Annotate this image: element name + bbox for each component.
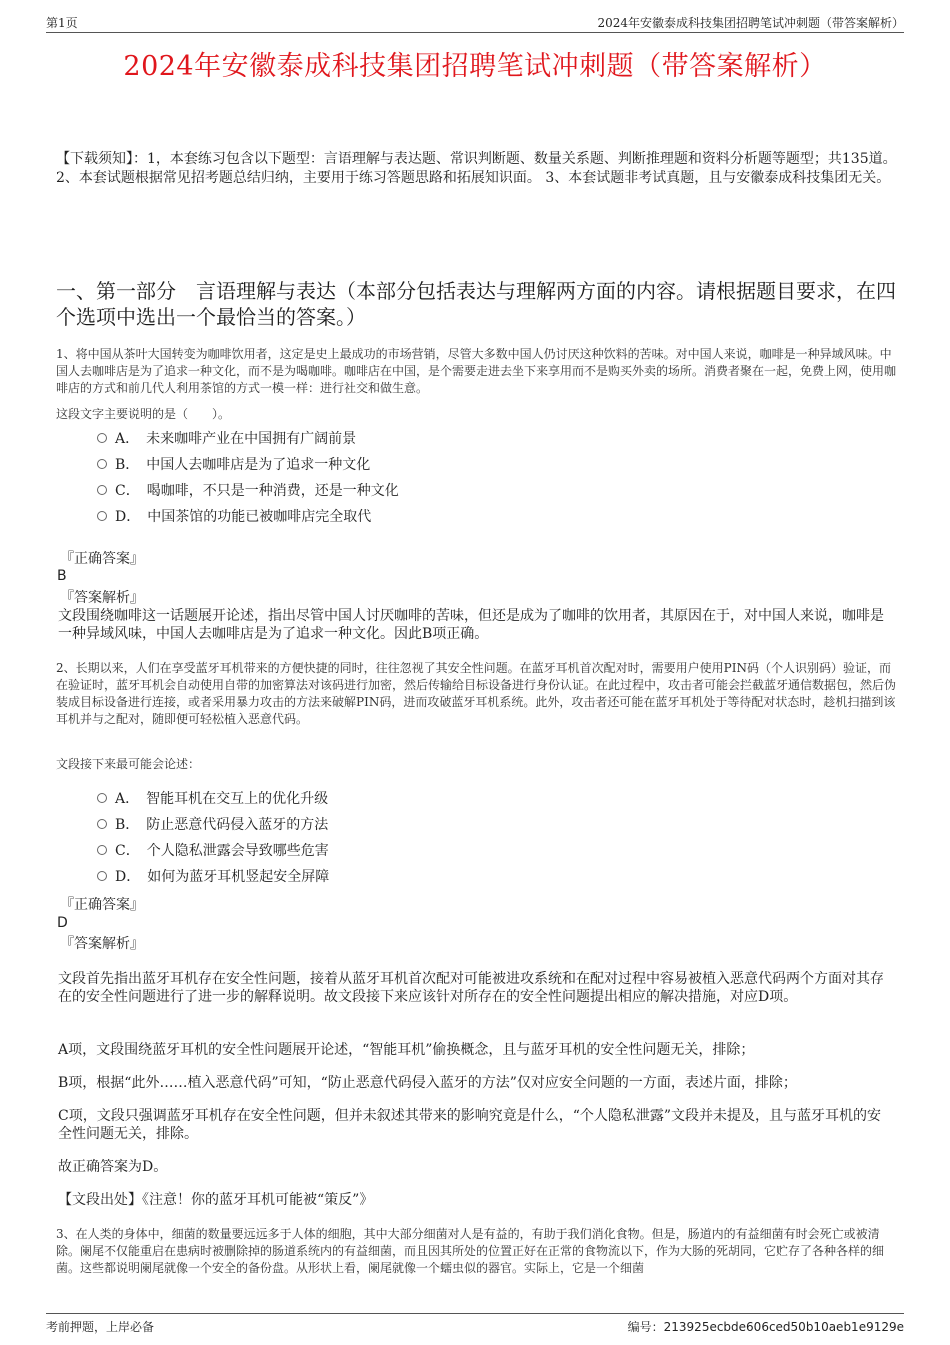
q1-answer: B <box>57 568 67 584</box>
option-label: B． 防止恶意代码侵入蓝牙的方法 <box>115 817 329 833</box>
q1-option-b[interactable] <box>97 456 370 474</box>
radio-icon[interactable] <box>97 433 107 443</box>
page-footer <box>46 1313 904 1336</box>
q1-stem: 1、将中国从茶叶大国转变为咖啡饮用者，这定是史上最成功的市场营销，尽管大多数中国人仍讨厌这种饮料的苦味。对中国人来说，咖啡是一种异域风味。中国人去咖啡店是为了追求一种文化，而不是为喝咖啡。咖啡店在中国，是个需要走进去坐下来享用而不是购买外卖的场所。消费者聚在一起，免费上网，使用咖啡店的方式和前几代人利用茶馆的方式一模一样：进行社交和做生意。 <box>56 347 897 395</box>
download-notice: 【下载须知】：1，本套练习包含以下题型：言语理解与表达题、常识判断题、数量关系题、判断推理题和资料分析题等题型；共135道。 2、本套试题根据常见招考题总结归纳，主要用于练习答题思路和拓展知识面。 3、本套试题非考试真题，且与安徽泰成科技集团无关。 <box>56 151 897 186</box>
radio-icon[interactable] <box>97 459 107 469</box>
page-header <box>46 12 904 33</box>
q2-analysis-label: 『答案解析』 <box>60 936 144 952</box>
radio-icon[interactable] <box>97 511 107 521</box>
radio-icon[interactable] <box>97 485 107 495</box>
option-label: A． 未来咖啡产业在中国拥有广阔前景 <box>115 431 357 447</box>
q2-option-c[interactable] <box>97 842 329 860</box>
page-number: 第1页 <box>46 16 78 30</box>
q2-option-a[interactable] <box>97 790 328 808</box>
radio-icon[interactable] <box>97 845 107 855</box>
q1-option-d[interactable] <box>97 508 371 526</box>
q1-option-a[interactable] <box>97 430 356 448</box>
radio-icon[interactable] <box>97 871 107 881</box>
q2-note-b: B项，根据“此外……植入恶意代码”可知，“防止恶意代码侵入蓝牙的方法”仅对应安全问题的一方面，表述片面，排除； <box>58 1075 797 1091</box>
header-doc-title: 2024年安徽泰成科技集团招聘笔试冲刺题（带答案解析） <box>597 16 904 30</box>
option-label: C． 喝咖啡，不只是一种消费，还是一种文化 <box>115 483 399 499</box>
q2-conclusion: 故正确答案为D。 <box>58 1159 168 1175</box>
q2-option-d[interactable] <box>97 868 329 886</box>
option-label: A． 智能耳机在交互上的优化升级 <box>115 791 329 807</box>
radio-icon[interactable] <box>97 819 107 829</box>
q2-question: 文段接下来最可能会论述： <box>56 757 201 771</box>
footer-slogan: 考前押题，上岸必备 <box>46 1320 155 1334</box>
option-label: B． 中国人去咖啡店是为了追求一种文化 <box>115 457 371 473</box>
radio-icon[interactable] <box>97 793 107 803</box>
q2-option-b[interactable] <box>97 816 328 834</box>
footer-code-label: 编号： <box>627 1320 664 1334</box>
footer-code-value: 213925ecbde606ced50b10aeb1e9129e <box>663 1320 904 1334</box>
q2-answer: D <box>57 915 68 931</box>
q1-option-c[interactable] <box>97 482 399 500</box>
footer-code <box>628 1318 904 1335</box>
q2-analysis: 文段首先指出蓝牙耳机存在安全性问题，接着从蓝牙耳机首次配对可能被进攻系统和在配对过程中容易被植入恶意代码两个方面对其存在的安全性问题进行了进一步的解释说明。故文段接下来应该针对所存在的安全性问题提出相应的解决措施，对应D项。 <box>58 971 884 1005</box>
q1-analysis-label: 『答案解析』 <box>60 590 144 606</box>
q2-answer-label: 『正确答案』 <box>60 897 144 913</box>
q2-note-a: A项，文段围绕蓝牙耳机的安全性问题展开论述，“智能耳机”偷换概念，且与蓝牙耳机的安全性问题无关，排除； <box>58 1042 755 1058</box>
q2-stem: 2、长期以来，人们在享受蓝牙耳机带来的方便快捷的同时，往往忽视了其安全性问题。在蓝牙耳机首次配对时，需要用户使用PIN码（个人识别码）验证，而在验证时，蓝牙耳机会自动使用自带的加密算法对该码进行加密，然后传输给目标设备进行身份认证。在此过程中，攻击者可能会拦截蓝牙通信数据包，然后伪装成目标设备进行连接，或者采用暴力攻击的方法来破解PIN码，进而攻破蓝牙耳机系统。此外，攻击者还可能在蓝牙耳机处于等待配对状态时，趁机扫描到该耳机并与之配对，随即便可轻松植入恶意代码。 <box>56 661 897 726</box>
q1-analysis: 文段围绕咖啡这一话题展开论述，指出尽管中国人讨厌咖啡的苦味，但还是成为了咖啡的饮用者，其原因在于，对中国人来说，咖啡是一种异域风味，中国人去咖啡店是为了追求一种文化。因此B项正确。 <box>58 608 884 642</box>
q2-source: 【文段出处】《注意！你的蓝牙耳机可能被“策反”》 <box>58 1192 374 1208</box>
q1-answer-label: 『正确答案』 <box>60 551 144 567</box>
option-label: D． 如何为蓝牙耳机竖起安全屏障 <box>115 869 330 885</box>
option-label: C． 个人隐私泄露会导致哪些危害 <box>115 843 329 859</box>
q2-note-c: C项，文段只强调蓝牙耳机存在安全性问题，但并未叙述其带来的影响究竟是什么，“个人隐私泄露”文段并未提及，且与蓝牙耳机的安全性问题无关，排除。 <box>58 1108 882 1142</box>
document-title: 2024年安徽泰成科技集团招聘笔试冲刺题（带答案解析） <box>123 51 827 82</box>
q3-stem: 3、在人类的身体中，细菌的数量要远远多于人体的细胞，其中大部分细菌对人是有益的，有助于我们消化食物。但是，肠道内的有益细菌有时会死亡或被清除。阑尾不仅能重启在患病时被删除掉的肠道系统内的有益细菌，而且因其所处的位置正好在正常的食物流以下，作为大肠的死胡同，它贮存了各种各样的细菌。这些都说明阑尾就像一个安全的备份盘。从形状上看，阑尾就像一个蠕虫似的器官。实际上，它是一个细菌 <box>56 1227 885 1275</box>
section-heading: 一、第一部分 言语理解与表达（本部分包括表达与理解两方面的内容。请根据题目要求，在四个选项中选出一个最恰当的答案。） <box>56 279 896 329</box>
option-label: D． 中国茶馆的功能已被咖啡店完全取代 <box>115 509 372 525</box>
q1-question: 这段文字主要说明的是（ ）。 <box>56 407 231 421</box>
